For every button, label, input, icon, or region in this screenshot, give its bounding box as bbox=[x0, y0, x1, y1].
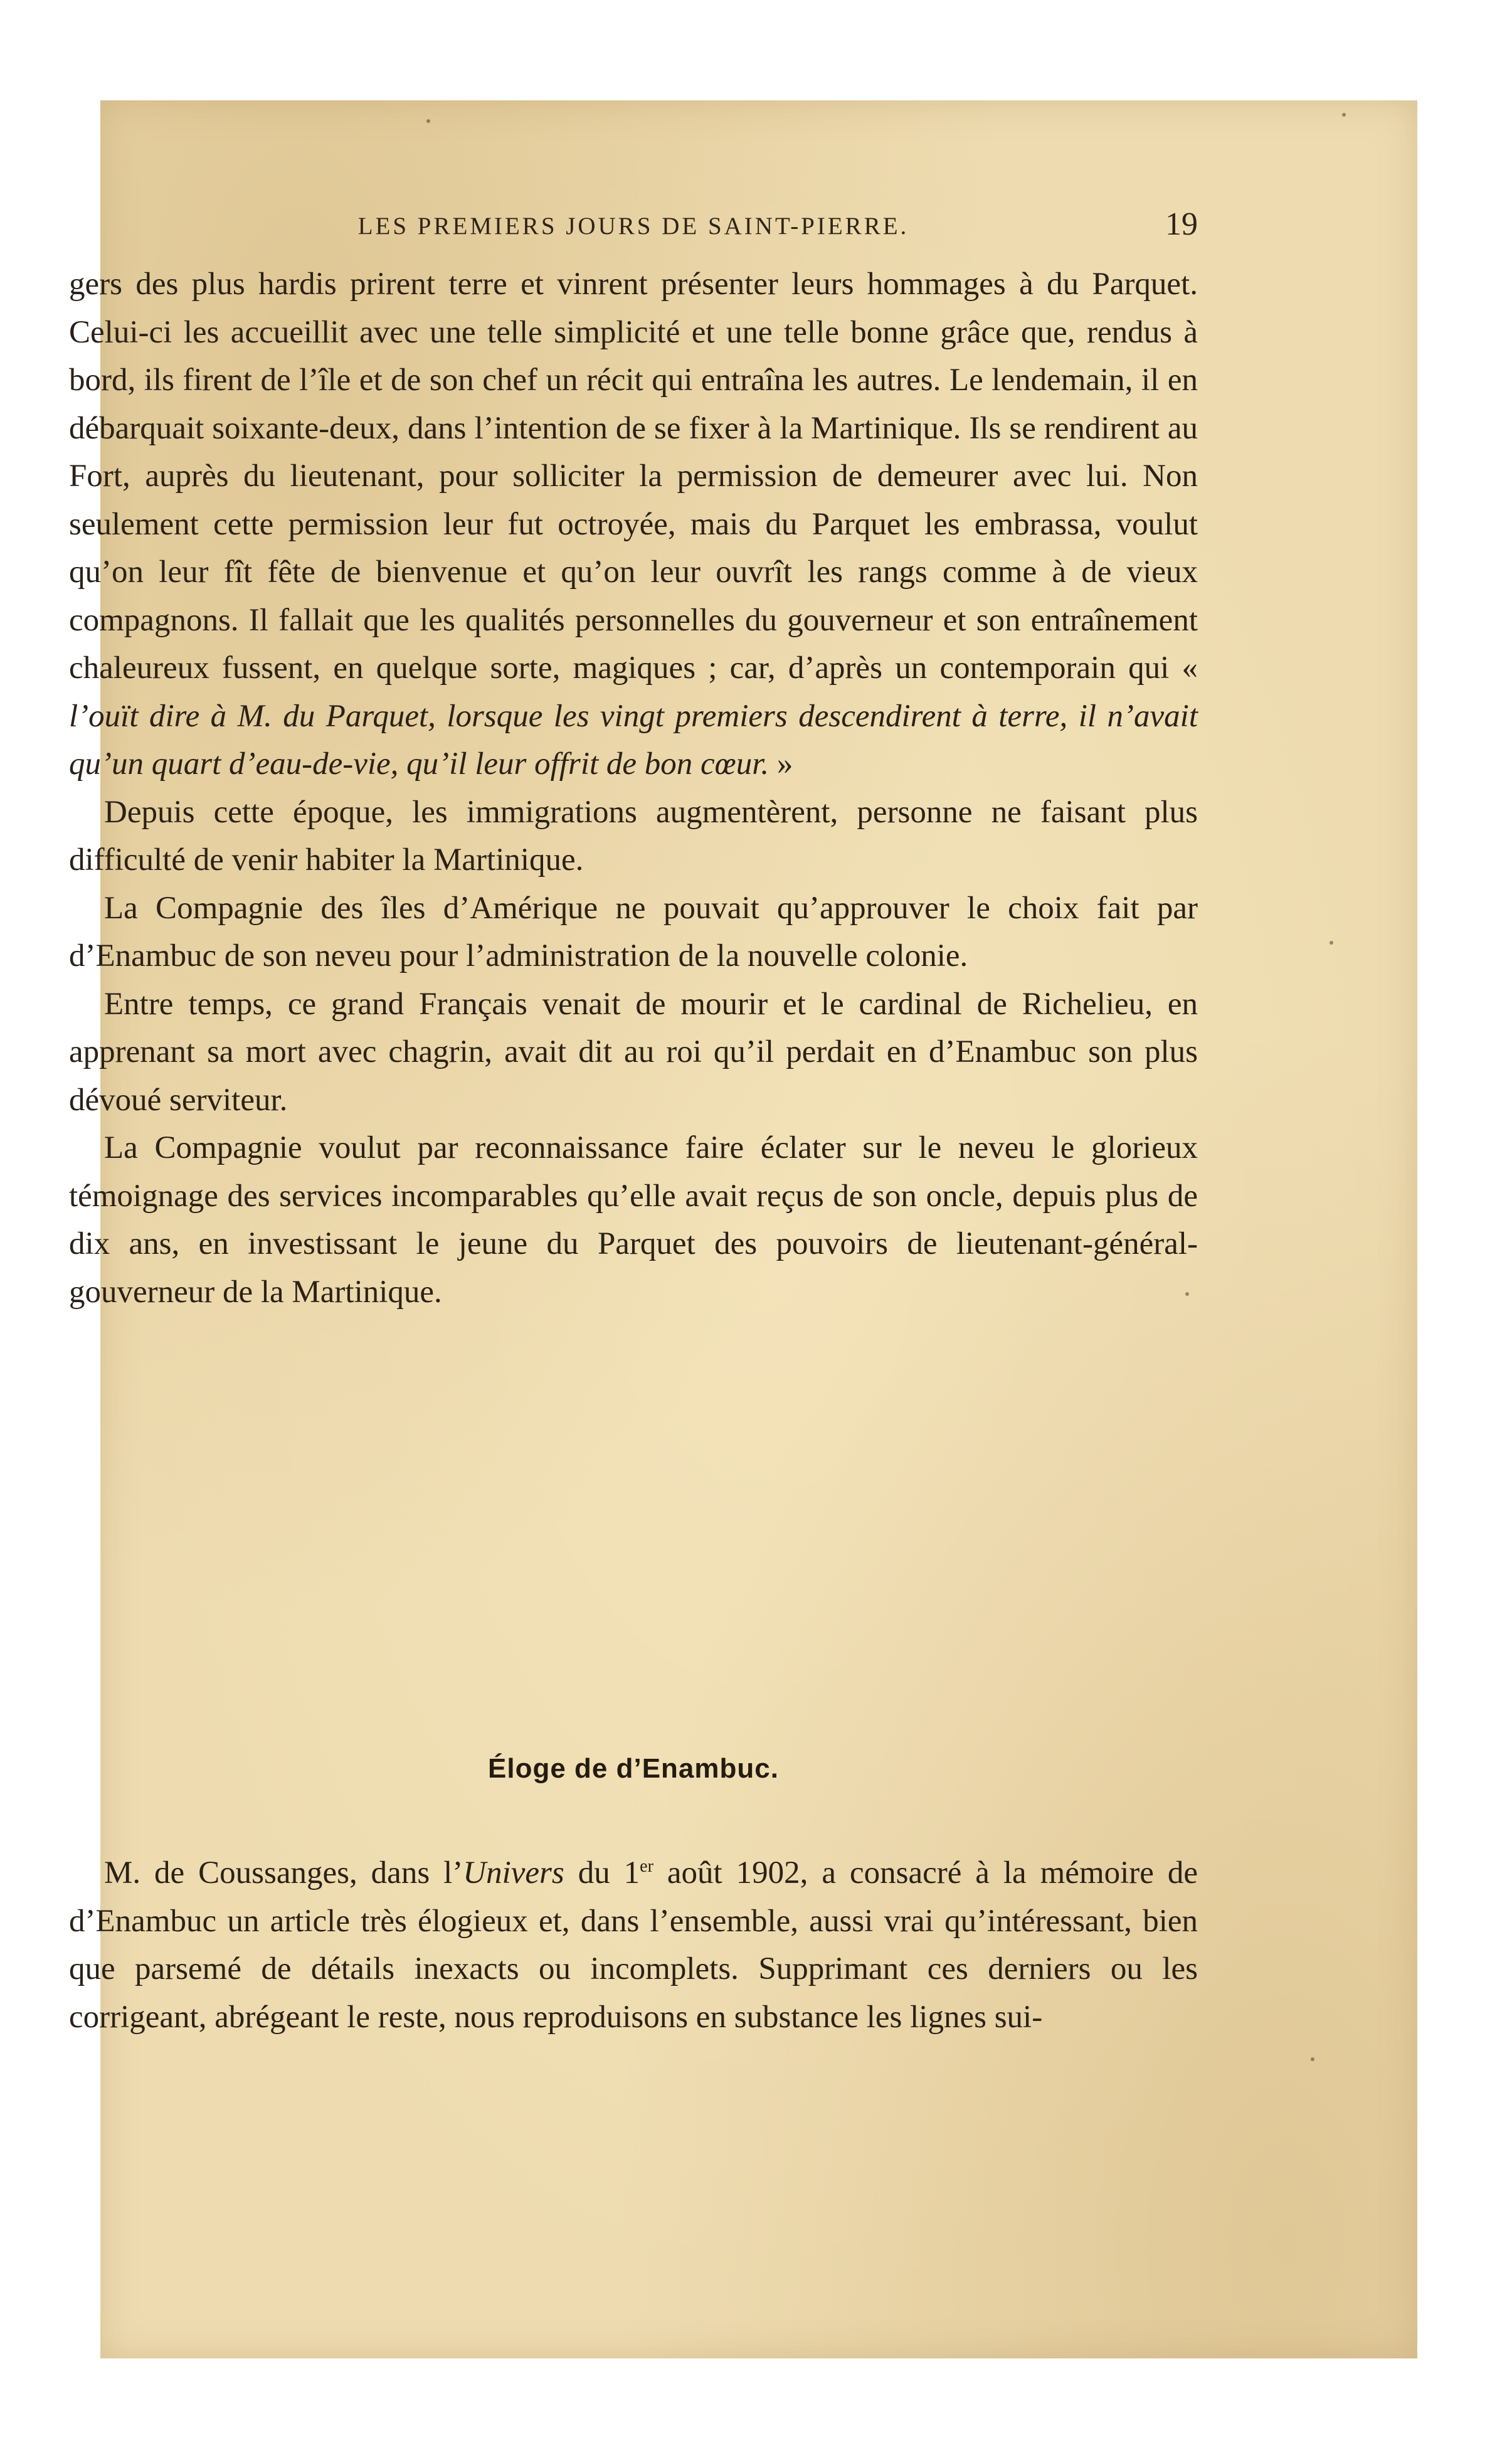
body-text-continued bbox=[69, 1849, 1198, 2041]
body-text bbox=[69, 260, 1198, 1316]
running-head: LES PREMIERS JOURS DE SAINT-PIERRE. bbox=[357, 213, 909, 240]
quotation: l’ouït dire à M. du Parquet, lorsque les vingt premiers descendirent à terre, il n’avait qu’un quart d’eau-de-vie, qu’il leur offrit de bon cœur. bbox=[69, 698, 1198, 782]
paragraph: Depuis cette époque, les immigrations augmentèrent, personne ne faisant plus difficulté de venir habiter la Martinique. bbox=[69, 794, 1198, 878]
section-title: Éloge de d’Enambuc. bbox=[488, 1753, 779, 1784]
paper-speck bbox=[426, 119, 430, 123]
paragraph bbox=[69, 1849, 1198, 2041]
paragraph-text: gers des plus hardis prirent terre et vinrent présenter leurs hommages à du Parquet. Celui-ci les accueillit avec une telle simplicité et une telle bonne grâce que, rendus à bord, ils firent de l’île et de son chef un récit qui entraîna les autres. Le lendemain, il en débarquait soixante-deux, dans l’intention de se fixer à la Martinique. Ils se rendirent au Fort, auprès du lieutenant, pour solliciter la permission de demeurer avec lui. Non seulement cette permission leur fut octroyée, mais du Parquet les embrassa, voulut qu’on leur fît fête de bienvenue et qu’on leur ouvrît les rangs comme à de vieux compagnons. Il fallait que les qualités personnelles du gouverneur et son entraînement chaleureux fussent, en quelque sorte, magiques ; car, d’après un contemporain qui « bbox=[69, 267, 1198, 686]
closing-quote: » bbox=[769, 746, 793, 782]
ordinal-suffix: er bbox=[640, 1857, 653, 1876]
paragraph bbox=[69, 260, 1198, 788]
paragraph: La Compagnie des îles d’Amérique ne pouvait qu’approuver le choix fait par d’Enambuc de son neveu pour l’administration de la nouvelle colonie. bbox=[69, 890, 1198, 973]
paragraph: La Compagnie voulut par reconnaissance faire éclater sur le neveu le glorieux témoignage des services incomparables qu’elle avait reçus de son oncle, depuis plus de dix ans, en investissant le jeune du Parquet des pouvoirs de lieutenant-général-gouverneur de la Martinique. bbox=[69, 1130, 1198, 1310]
paragraph-text: M. de Coussanges, dans l’ bbox=[104, 1855, 463, 1891]
paragraph-text: du 1 bbox=[564, 1855, 640, 1891]
paper-speck bbox=[1342, 113, 1346, 117]
paper-speck bbox=[1330, 941, 1333, 945]
page-header bbox=[69, 201, 1198, 251]
paper-speck bbox=[1311, 2057, 1314, 2061]
paragraph: Entre temps, ce grand Français venait de mourir et le cardinal de Richelieu, en apprenant sa mort avec chagrin, avait dit au roi qu’il perdait en d’Enambuc son plus dévoué serviteur. bbox=[69, 986, 1198, 1118]
page-number: 19 bbox=[1165, 206, 1198, 242]
paragraph-text: août 1902, a consacré à la mémoire de d’Enambuc un article très élogieux et, dans l’ensemble, aussi vrai qu’intéressant, bien que parsemé de détails inexacts ou incomplets. Supprimant ces derniers ou les corrigeant, abrégeant le reste, nous reproduisons en substance les lignes sui- bbox=[69, 1855, 1198, 2035]
journal-title: Univers bbox=[463, 1855, 564, 1891]
